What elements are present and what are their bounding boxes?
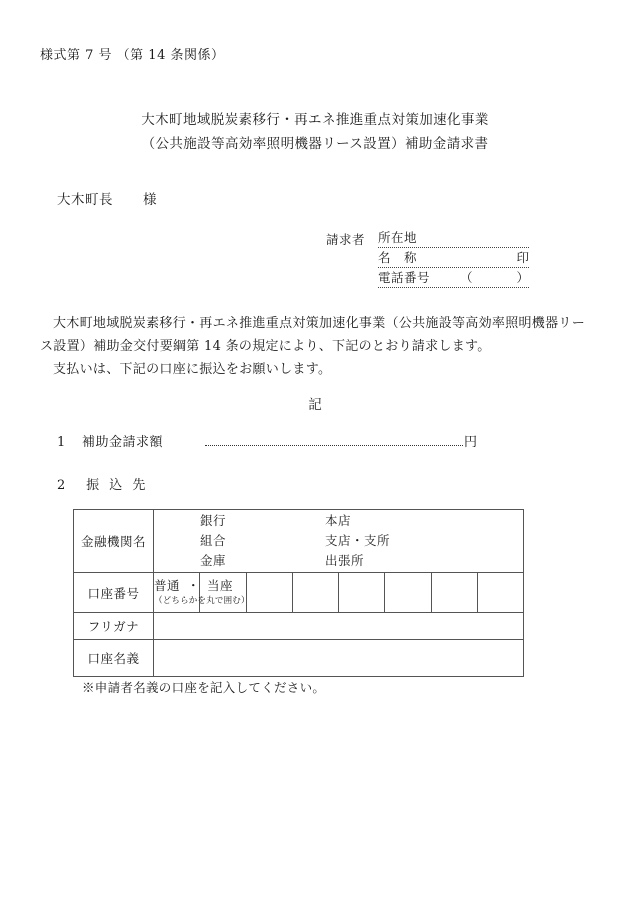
account-type-futsuu[interactable]: 普通 bbox=[154, 577, 181, 593]
requester-phone-label: 電話番号 bbox=[378, 270, 431, 285]
row-header-kana: フリガナ bbox=[74, 613, 154, 640]
account-holder-input-cell[interactable] bbox=[154, 640, 524, 677]
title-line-2: （公共施設等高効率照明機器リース設置）補助金請求書 bbox=[141, 136, 489, 152]
account-type-cell[interactable] bbox=[154, 573, 250, 613]
table-row-institution bbox=[74, 510, 524, 573]
account-type-separator: ・ bbox=[187, 577, 201, 593]
phone-paren-close: ） bbox=[516, 270, 530, 285]
item2-number: 2 bbox=[57, 478, 66, 493]
branch-type-head-office[interactable]: 本店 bbox=[325, 513, 352, 528]
account-digit-cell[interactable] bbox=[292, 573, 338, 613]
institution-type-union[interactable]: 組合 bbox=[200, 533, 227, 548]
requester-phone-field[interactable] bbox=[378, 268, 529, 288]
institution-type-kinko[interactable]: 金庫 bbox=[200, 553, 227, 568]
row-header-account-number: 口座番号 bbox=[74, 573, 154, 613]
account-type-touza[interactable]: 当座 bbox=[207, 577, 234, 593]
account-digit-cell[interactable] bbox=[477, 573, 523, 613]
document-title bbox=[0, 108, 630, 156]
addressee-block bbox=[57, 188, 157, 208]
ki-marker: 記 bbox=[308, 397, 322, 413]
table-row-account-holder bbox=[74, 640, 524, 677]
branch-type-sub-office[interactable]: 出張所 bbox=[325, 553, 365, 568]
phone-paren-open: （ bbox=[460, 270, 473, 285]
item1-label: 補助金請求額 bbox=[82, 435, 164, 450]
institution-input-cell[interactable] bbox=[154, 510, 524, 573]
requester-name-row bbox=[326, 248, 529, 268]
requester-address-field[interactable] bbox=[378, 228, 529, 248]
requester-address-label: 所在地 bbox=[378, 230, 418, 245]
footnote: ※申請者名義の口座を記入してください。 bbox=[82, 680, 326, 695]
seal-mark: 印 bbox=[516, 250, 530, 265]
table-row-kana bbox=[74, 613, 524, 640]
requester-heading: 請求者 bbox=[326, 232, 366, 247]
kana-input-cell[interactable] bbox=[154, 613, 524, 640]
addressee-honorific: 様 bbox=[143, 192, 157, 208]
item1-number: 1 bbox=[57, 435, 66, 450]
requester-name-field[interactable] bbox=[378, 248, 529, 268]
item-subsidy-amount bbox=[57, 431, 477, 450]
account-digit-cell[interactable] bbox=[246, 573, 292, 613]
requester-block bbox=[326, 228, 529, 288]
institution-type-column bbox=[200, 511, 325, 571]
bank-account-table bbox=[73, 509, 524, 677]
branch-type-branch[interactable]: 支店・支所 bbox=[325, 533, 391, 548]
account-digit-cell[interactable] bbox=[431, 573, 477, 613]
account-type-note: （どちらかを丸で囲む） bbox=[154, 595, 250, 606]
account-digit-cell[interactable] bbox=[339, 573, 385, 613]
form-number: 様式第 7 号 （第 14 条関係） bbox=[40, 48, 225, 63]
title-line-1: 大木町地域脱炭素移行・再エネ推進重点対策加速化事業 bbox=[141, 112, 489, 128]
item1-value-field[interactable] bbox=[205, 437, 463, 446]
institution-type-bank[interactable]: 銀行 bbox=[200, 513, 227, 528]
table-row-account-number bbox=[74, 573, 524, 613]
body-text bbox=[40, 312, 590, 381]
requester-name-label: 名 称 bbox=[378, 250, 418, 265]
account-digit-cell[interactable] bbox=[385, 573, 431, 613]
institution-choices bbox=[154, 511, 523, 571]
item1-unit: 円 bbox=[463, 435, 477, 450]
account-type-options bbox=[154, 577, 234, 594]
addressee-name: 大木町長 bbox=[57, 192, 113, 208]
requester-address-row bbox=[326, 228, 529, 248]
body-paragraph-2: 支払いは、下記の口座に振込をお願いします。 bbox=[53, 362, 332, 377]
requester-phone-row bbox=[326, 268, 529, 288]
item-transfer-destination bbox=[57, 474, 148, 493]
row-header-account-holder: 口座名義 bbox=[74, 640, 154, 677]
branch-type-column bbox=[325, 511, 390, 571]
body-paragraph-1: 大木町地域脱炭素移行・再エネ推進重点対策加速化事業（公共施設等高効率照明機器リース設置）補助金交付要綱第 14 条の規定により、下記のとおり請求します。 bbox=[40, 316, 586, 354]
item2-label: 振 込 先 bbox=[86, 478, 149, 493]
row-header-institution: 金融機関名 bbox=[74, 510, 154, 573]
